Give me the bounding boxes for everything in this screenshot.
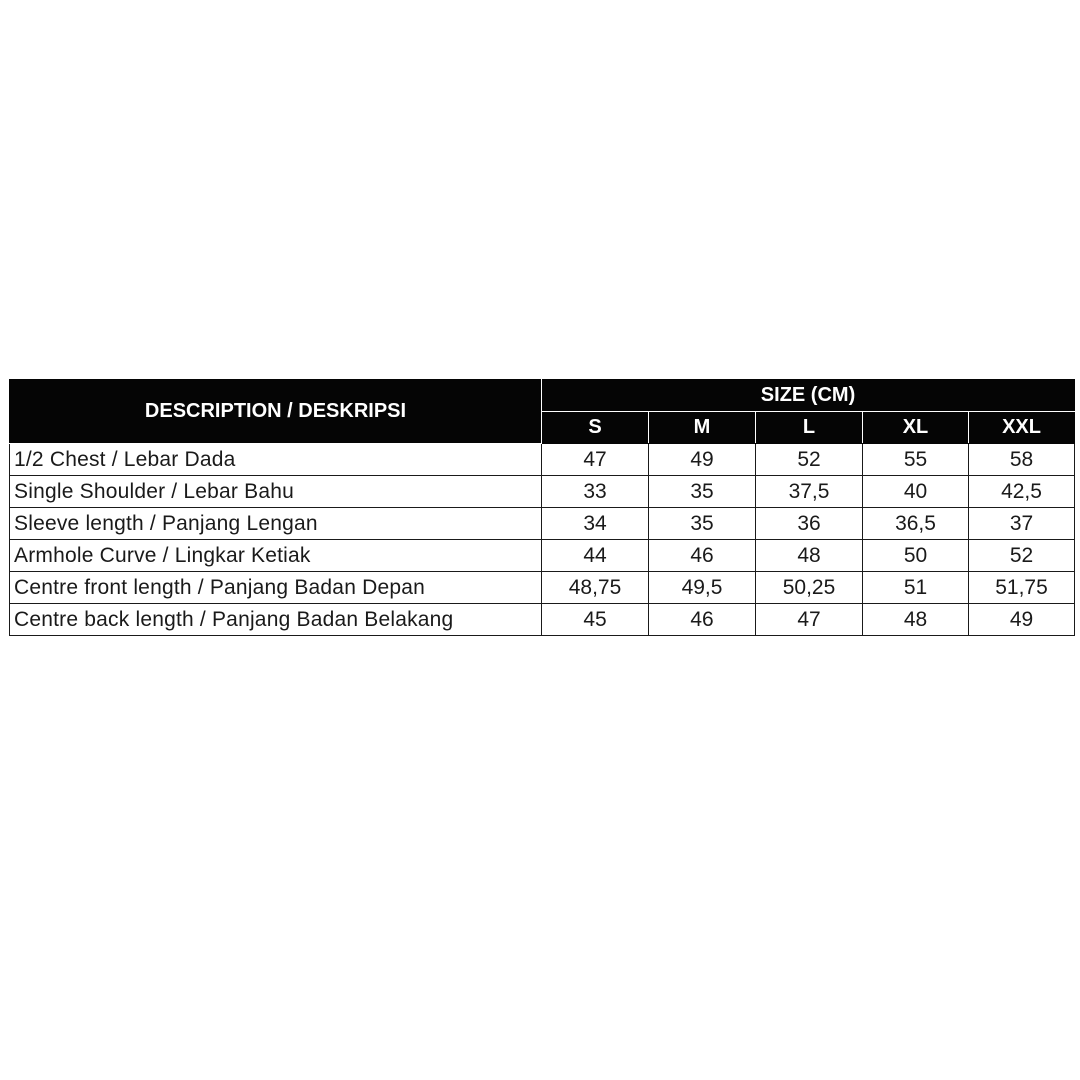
size-chart-table <box>9 379 1075 636</box>
row-label: Armhole Curve / Lingkar Ketiak <box>10 540 542 572</box>
table-cell: 44 <box>542 540 649 572</box>
table-cell: 52 <box>969 540 1075 572</box>
table-row <box>10 444 1075 476</box>
table-cell: 51 <box>863 572 969 604</box>
table-row <box>10 476 1075 508</box>
table-cell: 46 <box>649 540 756 572</box>
row-label: Single Shoulder / Lebar Bahu <box>10 476 542 508</box>
size-label-m: M <box>649 412 756 444</box>
table-row <box>10 508 1075 540</box>
table-cell: 35 <box>649 476 756 508</box>
table-cell: 50,25 <box>756 572 863 604</box>
size-header: SIZE (CM) <box>542 380 1075 412</box>
table-cell: 40 <box>863 476 969 508</box>
table-row <box>10 540 1075 572</box>
table-cell: 34 <box>542 508 649 540</box>
size-label-xl: XL <box>863 412 969 444</box>
size-label-xxl: XXL <box>969 412 1075 444</box>
table-cell: 45 <box>542 604 649 636</box>
row-label: Centre back length / Panjang Badan Belakang <box>10 604 542 636</box>
row-label: Sleeve length / Panjang Lengan <box>10 508 542 540</box>
table-cell: 49 <box>969 604 1075 636</box>
table-cell: 48,75 <box>542 572 649 604</box>
table-row <box>10 604 1075 636</box>
table-cell: 36 <box>756 508 863 540</box>
table-cell: 49 <box>649 444 756 476</box>
table-cell: 47 <box>756 604 863 636</box>
table-cell: 46 <box>649 604 756 636</box>
table-cell: 37 <box>969 508 1075 540</box>
table-row <box>10 572 1075 604</box>
description-header: DESCRIPTION / DESKRIPSI <box>10 380 542 444</box>
size-label-l: L <box>756 412 863 444</box>
header-row <box>10 380 1075 412</box>
table-cell: 48 <box>756 540 863 572</box>
table-cell: 48 <box>863 604 969 636</box>
row-label: 1/2 Chest / Lebar Dada <box>10 444 542 476</box>
table-cell: 33 <box>542 476 649 508</box>
table-cell: 35 <box>649 508 756 540</box>
row-label: Centre front length / Panjang Badan Depan <box>10 572 542 604</box>
table-cell: 37,5 <box>756 476 863 508</box>
table-cell: 55 <box>863 444 969 476</box>
table-cell: 51,75 <box>969 572 1075 604</box>
size-label-s: S <box>542 412 649 444</box>
table-cell: 42,5 <box>969 476 1075 508</box>
table-cell: 36,5 <box>863 508 969 540</box>
table-cell: 47 <box>542 444 649 476</box>
table-cell: 52 <box>756 444 863 476</box>
table-cell: 49,5 <box>649 572 756 604</box>
table-cell: 58 <box>969 444 1075 476</box>
table-cell: 50 <box>863 540 969 572</box>
